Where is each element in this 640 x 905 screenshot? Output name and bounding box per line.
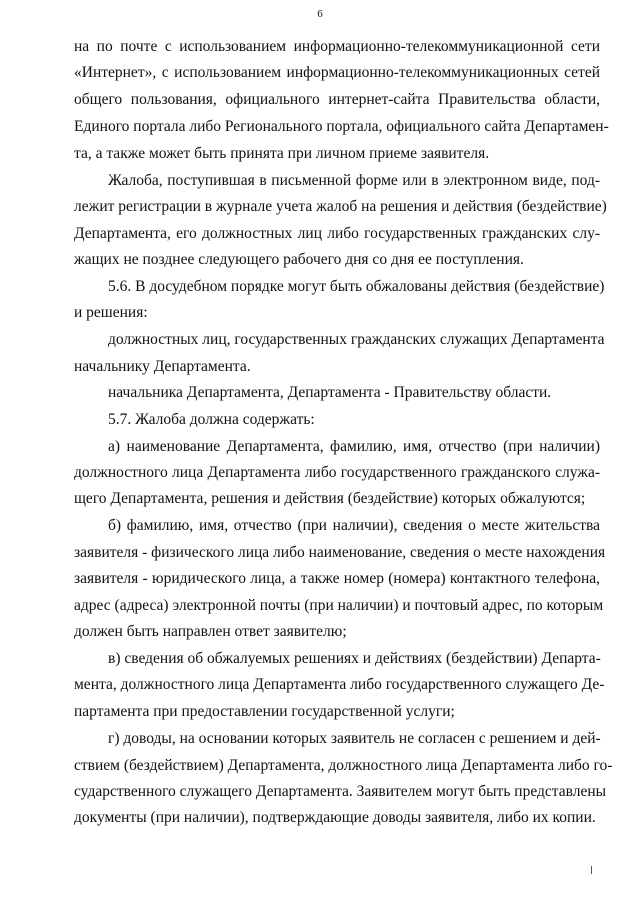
paragraph-9-line-2: мента, должностного лица Департамента либо государственного служащего Де- xyxy=(74,676,605,693)
page-number: 6 xyxy=(317,8,323,20)
paragraph-3-line-1: 5.6. В досудебном порядке могут быть обжалованы действия (бездействие) xyxy=(108,278,605,295)
paragraph-8-line-4: адрес (адреса) электронной почты (при наличии) и почтовый адрес, по которым xyxy=(74,597,604,614)
paragraph-10-line-4: документы (при наличии), подтверждающие доводы заявителя, либо их копии. xyxy=(74,809,596,826)
paragraph-8-line-1: б) фамилию, имя, отчество (при наличии), сведения о месте жительства xyxy=(108,517,600,534)
paragraph-7-line-3: щего Департамента, решения и действия (бездействие) которых обжалуются; xyxy=(74,490,586,507)
paragraph-8-line-3: заявителя - юридического лица, а также номер (номера) контактного телефона, xyxy=(74,570,600,587)
paragraph-1-line-2: «Интернет», с использованием информационно-телекоммуникационных сетей xyxy=(74,64,600,81)
paragraph-10-line-2: ствием (бездействием) Департамента, должностного лица Департамента либо го- xyxy=(74,757,613,774)
paragraph-3-line-2: и решения: xyxy=(74,304,148,321)
paragraph-6-line-1: 5.7. Жалоба должна содержать: xyxy=(108,411,315,428)
paragraph-2-line-1: Жалоба, поступившая в письменной форме или в электронном виде, под- xyxy=(108,172,600,189)
paragraph-9-line-3: партамента при предоставлении государственной услуги; xyxy=(74,703,455,720)
paragraph-10-line-3: сударственного служащего Департамента. Заявителем могут быть представлены xyxy=(74,783,607,800)
paragraph-7-line-2: должностного лица Департамента либо государственного гражданского служа- xyxy=(74,464,600,481)
paragraph-4-line-2: начальнику Департамента. xyxy=(74,358,251,375)
paragraph-7-line-1: а) наименование Департамента, фамилию, имя, отчество (при наличии) xyxy=(108,438,600,455)
paragraph-10-line-1: г) доводы, на основании которых заявитель не согласен с решением и дей- xyxy=(108,730,601,747)
paragraph-1-line-3: общего пользования, официального интернет-сайта Правительства области, xyxy=(74,91,600,108)
paragraph-9-line-1: в) сведения об обжалуемых решениях и действиях (бездействии) Департа- xyxy=(108,650,601,667)
paragraph-1-line-4: Единого портала либо Регионального портала, официального сайта Департамен- xyxy=(74,118,609,135)
paragraph-4-line-1: должностных лиц, государственных гражданских служащих Департамента xyxy=(108,331,605,348)
paragraph-1-line-5: та, а также может быть принята при личном приеме заявителя. xyxy=(74,145,490,162)
paragraph-5-line-1: начальника Департамента, Департамента - Правительству области. xyxy=(108,384,552,401)
paragraph-8-line-5: должен быть направлен ответ заявителю; xyxy=(74,623,347,640)
scan-artifact-mark xyxy=(591,866,592,874)
paragraph-2-line-2: лежит регистрации в журнале учета жалоб на решения и действия (бездействие) xyxy=(74,198,607,215)
paragraph-2-line-4: жащих не позднее следующего рабочего дня со дня ее поступления. xyxy=(74,251,524,268)
paragraph-8-line-2: заявителя - физического лица либо наименование, сведения о месте нахождения xyxy=(74,544,606,561)
paragraph-1-line-1: на по почте с использованием информационно-телекоммуникационной сети xyxy=(74,38,600,55)
paragraph-2-line-3: Департамента, его должностных лиц либо государственных гражданских слу- xyxy=(74,225,600,242)
